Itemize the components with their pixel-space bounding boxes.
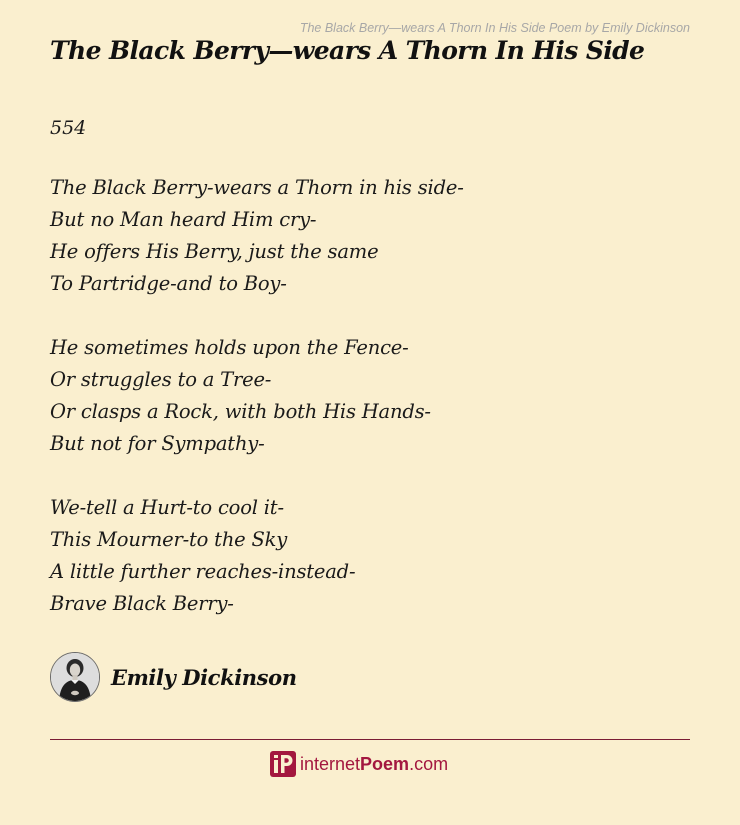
poem-line: He offers His Berry, just the same: [50, 240, 379, 263]
poem-body: [50, 172, 690, 652]
author-row[interactable]: [50, 652, 297, 702]
stanza-1: [50, 172, 690, 300]
brand-link[interactable]: [270, 751, 448, 777]
poem-line: This Mourner-to the Sky: [50, 528, 288, 551]
header-caption: The Black Berry—wears A Thorn In His Side Poem by Emily Dickinson: [299, 21, 690, 35]
poem-line: A little further reaches-instead-: [50, 560, 356, 583]
poem-line: He sometimes holds upon the Fence-: [50, 336, 409, 359]
footer-divider: [50, 739, 690, 740]
brand-suffix: .com: [409, 753, 449, 774]
poem-line: To Partridge-and to Boy-: [50, 272, 287, 295]
brand-prefix: internet: [300, 753, 361, 774]
author-name-link[interactable]: Emily Dickinson: [111, 664, 297, 690]
poem-number: 554: [50, 117, 87, 139]
poem-line: But no Man heard Him cry-: [50, 208, 317, 231]
poem-line: Or struggles to a Tree-: [50, 368, 272, 391]
poem-line: Brave Black Berry-: [50, 592, 234, 615]
poem-title: The Black Berry—wears A Thorn In His Side: [50, 36, 645, 65]
ip-logo-icon: [270, 751, 296, 777]
stanza-3: [50, 492, 690, 620]
brand-bold: Poem: [360, 753, 410, 774]
stanza-2: [50, 332, 690, 460]
author-portrait-icon: [51, 653, 99, 701]
poem-line: Or clasps a Rock, with both His Hands-: [50, 400, 431, 423]
brand-wordmark: [300, 754, 448, 775]
author-avatar[interactable]: [50, 652, 100, 702]
poem-line: The Black Berry-wears a Thorn in his side-: [50, 176, 464, 199]
poem-line: But not for Sympathy-: [50, 432, 265, 455]
poem-line: We-tell a Hurt-to cool it-: [50, 496, 284, 519]
